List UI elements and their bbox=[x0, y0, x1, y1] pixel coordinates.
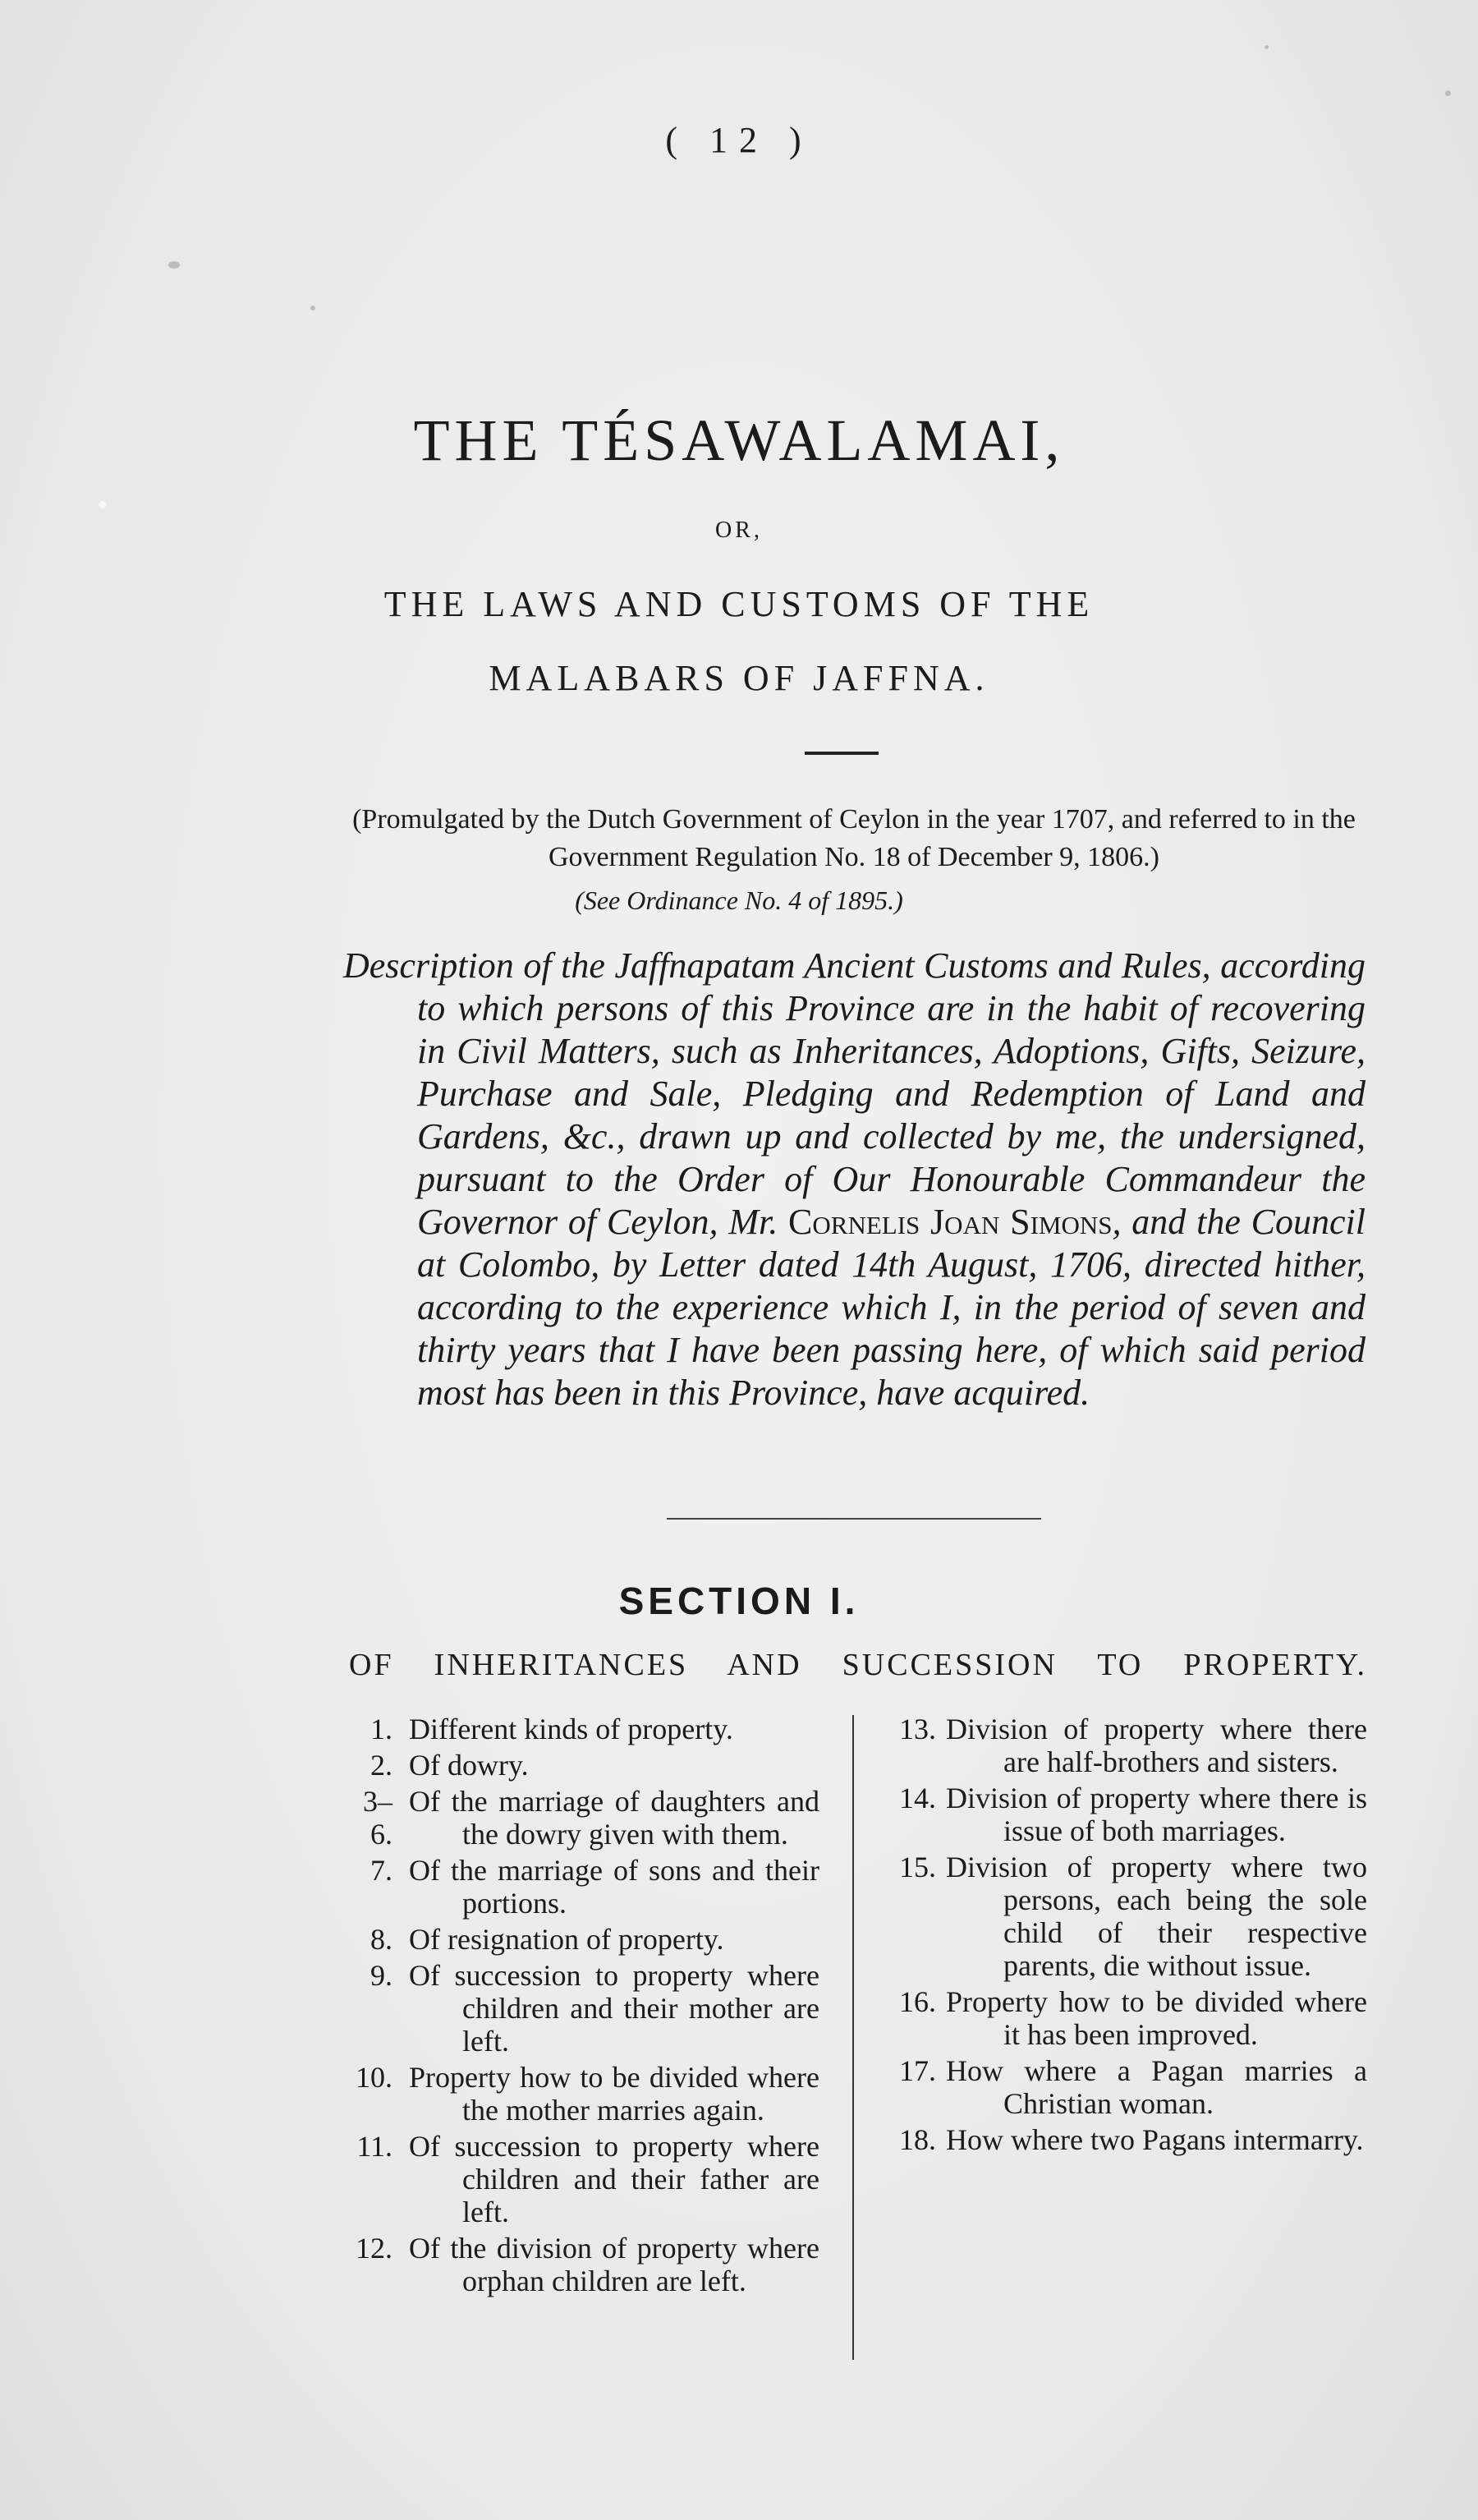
long-divider bbox=[667, 1518, 1041, 1520]
contents-right-column bbox=[879, 1713, 1367, 2159]
contents-item-text: Of resignation of property. bbox=[409, 1923, 724, 1956]
contents-item bbox=[343, 2130, 819, 2228]
promulgation-note: (Promulgated by the Dutch Government of Ceylon in the year 1707, and referred to in the Government Regulation No. 18 of December 9, 1806.) bbox=[352, 804, 1356, 872]
contents-item-text: How where a Pagan marries a Christian woman. bbox=[946, 2054, 1367, 2120]
contents-item-text: Division of property where there is issue of both marriages. bbox=[946, 1782, 1367, 1847]
ordinance-reference: (See Ordinance No. 4 of 1895.) bbox=[575, 885, 903, 915]
contents-item bbox=[343, 1785, 819, 1851]
contents-item bbox=[343, 2232, 819, 2297]
contents-item-text: Of the marriage of sons and their portions. bbox=[409, 1854, 819, 1920]
paper-speck bbox=[168, 261, 180, 269]
contents-item-number: 1. bbox=[370, 1713, 392, 1745]
contents-item bbox=[343, 1713, 819, 1745]
contents-item-number: 9. bbox=[370, 1959, 392, 1992]
contents-item-text: Of the marriage of daughters and the dowry given with them. bbox=[409, 1785, 819, 1851]
paper-speck bbox=[1445, 90, 1451, 96]
contents-item-text: Division of property where two persons, each being the sole child of their respective parents, die without issue. bbox=[946, 1851, 1367, 1982]
contents-item-text: Property how to be divided where the mother marries again. bbox=[409, 2061, 819, 2127]
contents-item-text: Division of property where there are half-brothers and sisters. bbox=[946, 1713, 1367, 1778]
contents-item bbox=[343, 2061, 819, 2127]
contents-item-number: 11. bbox=[356, 2130, 392, 2163]
contents-item bbox=[879, 1782, 1367, 1847]
contents-item-number: 8. bbox=[370, 1923, 392, 1956]
paper-speck bbox=[1265, 45, 1269, 49]
contents-item bbox=[879, 1851, 1367, 1982]
page-title: THE TÉSAWALAMAI, bbox=[413, 407, 1065, 473]
or-label: OR, bbox=[715, 517, 763, 543]
contents-item-text: How where two Pagans intermarry. bbox=[946, 2123, 1364, 2156]
contents-item bbox=[343, 1923, 819, 1956]
description-part-1: Description of the Jaffnapatam Ancient Customs and Rules, according to which persons of this Province are in the habit of recovering in Civil Matters, such as Inheritances, Adoptions, Gifts, Seizure, Purchase and Sale, Pledging and Redemption of Land and Gardens, &c., drawn up and collected by me, the undersigned, pursuant to the Order of Our Honourable Commandeur the Governor of Ceylon, Mr. bbox=[343, 945, 1366, 1242]
page-number: ( 12 ) bbox=[665, 120, 813, 160]
contents-item bbox=[879, 2123, 1367, 2156]
contents-item-number: 17. bbox=[899, 2054, 936, 2087]
contents-item-number: 2. bbox=[370, 1749, 392, 1782]
contents-item-number: 12. bbox=[356, 2232, 392, 2265]
contents-item-text: Of the division of property where orphan children are left. bbox=[409, 2232, 819, 2297]
short-divider bbox=[805, 752, 879, 755]
contents-item-number: 10. bbox=[356, 2061, 392, 2094]
contents-item bbox=[879, 2054, 1367, 2120]
commandeur-name: Cornelis Joan Simons bbox=[788, 1202, 1113, 1242]
contents-item-number: 15. bbox=[899, 1851, 936, 1883]
contents-item-number: 16. bbox=[899, 1985, 936, 2018]
column-divider bbox=[852, 1715, 854, 2360]
contents-item-number: 13. bbox=[899, 1713, 936, 1745]
section-subheading: OF INHERITANCES AND SUCCESSION TO PROPERTY. bbox=[349, 1648, 1367, 1682]
contents-item-number: 18. bbox=[899, 2123, 936, 2156]
contents-item bbox=[343, 1854, 819, 1920]
contents-item-number: 7. bbox=[370, 1854, 392, 1887]
paper-speck bbox=[310, 306, 315, 310]
description-paragraph bbox=[343, 945, 1366, 1414]
description-part-2: , and the Council at Colombo, by Letter dated 14th August, 1706, directed hither, according to the experience which I, in the period of seven and thirty years that I have been passing here, of which said period most has been in this Province, have acquired. bbox=[417, 1202, 1366, 1413]
contents-item bbox=[879, 1713, 1367, 1778]
subtitle-line-1: THE LAWS AND CUSTOMS OF THE bbox=[383, 584, 1095, 624]
contents-item-text: Of succession to property where children and their father are left. bbox=[409, 2130, 819, 2228]
contents-item bbox=[343, 1749, 819, 1782]
contents-item bbox=[343, 1959, 819, 2058]
contents-item-number: 3–6. bbox=[363, 1785, 392, 1851]
paper-speck bbox=[99, 501, 106, 508]
contents-item-text: Of succession to property where children and their mother are left. bbox=[409, 1959, 819, 2058]
contents-item bbox=[879, 1985, 1367, 2051]
contents-item-number: 14. bbox=[899, 1782, 936, 1814]
contents-left-column bbox=[343, 1713, 819, 2301]
contents-item-text: Different kinds of property. bbox=[409, 1713, 733, 1745]
section-heading: SECTION I. bbox=[618, 1580, 860, 1622]
subtitle-line-2: MALABARS OF JAFFNA. bbox=[489, 658, 989, 698]
contents-item-text: Property how to be divided where it has been improved. bbox=[946, 1985, 1367, 2051]
contents-item-text: Of dowry. bbox=[409, 1749, 529, 1782]
